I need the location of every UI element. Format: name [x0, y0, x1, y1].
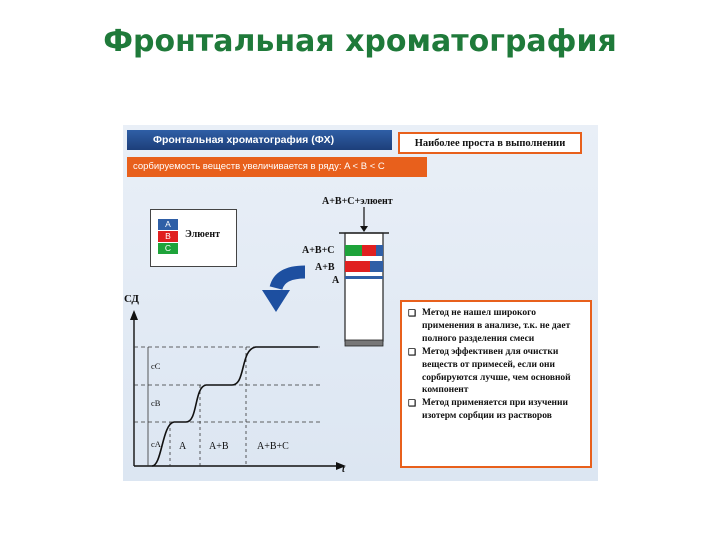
- column-top-label: A+B+C+элюент: [322, 196, 393, 207]
- curve-zone-label-ab: A+B: [209, 441, 229, 452]
- note-text: Метод эффективен для очистки веществ от примесей, если они сорбируются лучше, чем основной компонент: [422, 346, 571, 396]
- legend-swatch-b: B: [158, 231, 178, 242]
- legend-swatch-c: C: [158, 243, 178, 254]
- diagram-header: Фронтальная хроматография (ФХ): [127, 130, 392, 150]
- zone-b-band: [362, 245, 376, 256]
- legend-swatch-a: A: [158, 219, 178, 230]
- y-axis-label: СД: [124, 293, 139, 305]
- slide-title: Фронтальная хроматография: [103, 24, 617, 59]
- zone-a-band-lower: [370, 261, 383, 272]
- level-label-b: cB: [151, 398, 161, 408]
- column-frit: [345, 340, 383, 346]
- simple-note-box: Наиболее проста в выполнении: [398, 132, 582, 154]
- method-notes-box: [400, 300, 592, 468]
- frontal-curve: [152, 347, 318, 466]
- checkbox-bullet-icon: ❏: [408, 346, 417, 357]
- column-zone-label-a: A: [332, 275, 340, 286]
- zone-a-front: [345, 276, 383, 279]
- level-label-a: cA: [151, 439, 161, 449]
- note-text: Метод не нашел широкого применения в анализе, т.к. не дает полного разделения смеси: [422, 308, 571, 344]
- column-zone-label-abc: A+B+C: [302, 245, 335, 256]
- curved-arrow-icon: [262, 272, 305, 312]
- note-item: [408, 346, 584, 398]
- chromatography-column: [339, 233, 389, 346]
- legend-eluent-label: Элюент: [185, 229, 221, 240]
- note-text: Метод применяется при изучении изотерм сорбции из растворов: [422, 398, 568, 422]
- feed-arrow-head: [360, 226, 368, 232]
- sorption-order-bar: сорбируемость веществ увеличивается в ряду: A < B < C: [127, 157, 427, 177]
- curve-zone-label-a: A: [179, 441, 187, 452]
- note-item: [408, 397, 584, 423]
- note-item: [408, 307, 584, 346]
- zone-a-band: [376, 245, 383, 256]
- checkbox-bullet-icon: ❏: [408, 308, 417, 318]
- curve-zone-label-abc: A+B+C: [257, 441, 289, 452]
- column-zone-label-ab: A+B: [315, 262, 335, 273]
- checkbox-bullet-icon: ❏: [408, 398, 417, 409]
- frontal-curve-plot: [130, 310, 346, 470]
- x-axis-label: t: [342, 464, 345, 475]
- zone-b-band-lower: [345, 261, 370, 272]
- level-label-c: cC: [151, 361, 161, 371]
- zone-c-band: [345, 245, 362, 256]
